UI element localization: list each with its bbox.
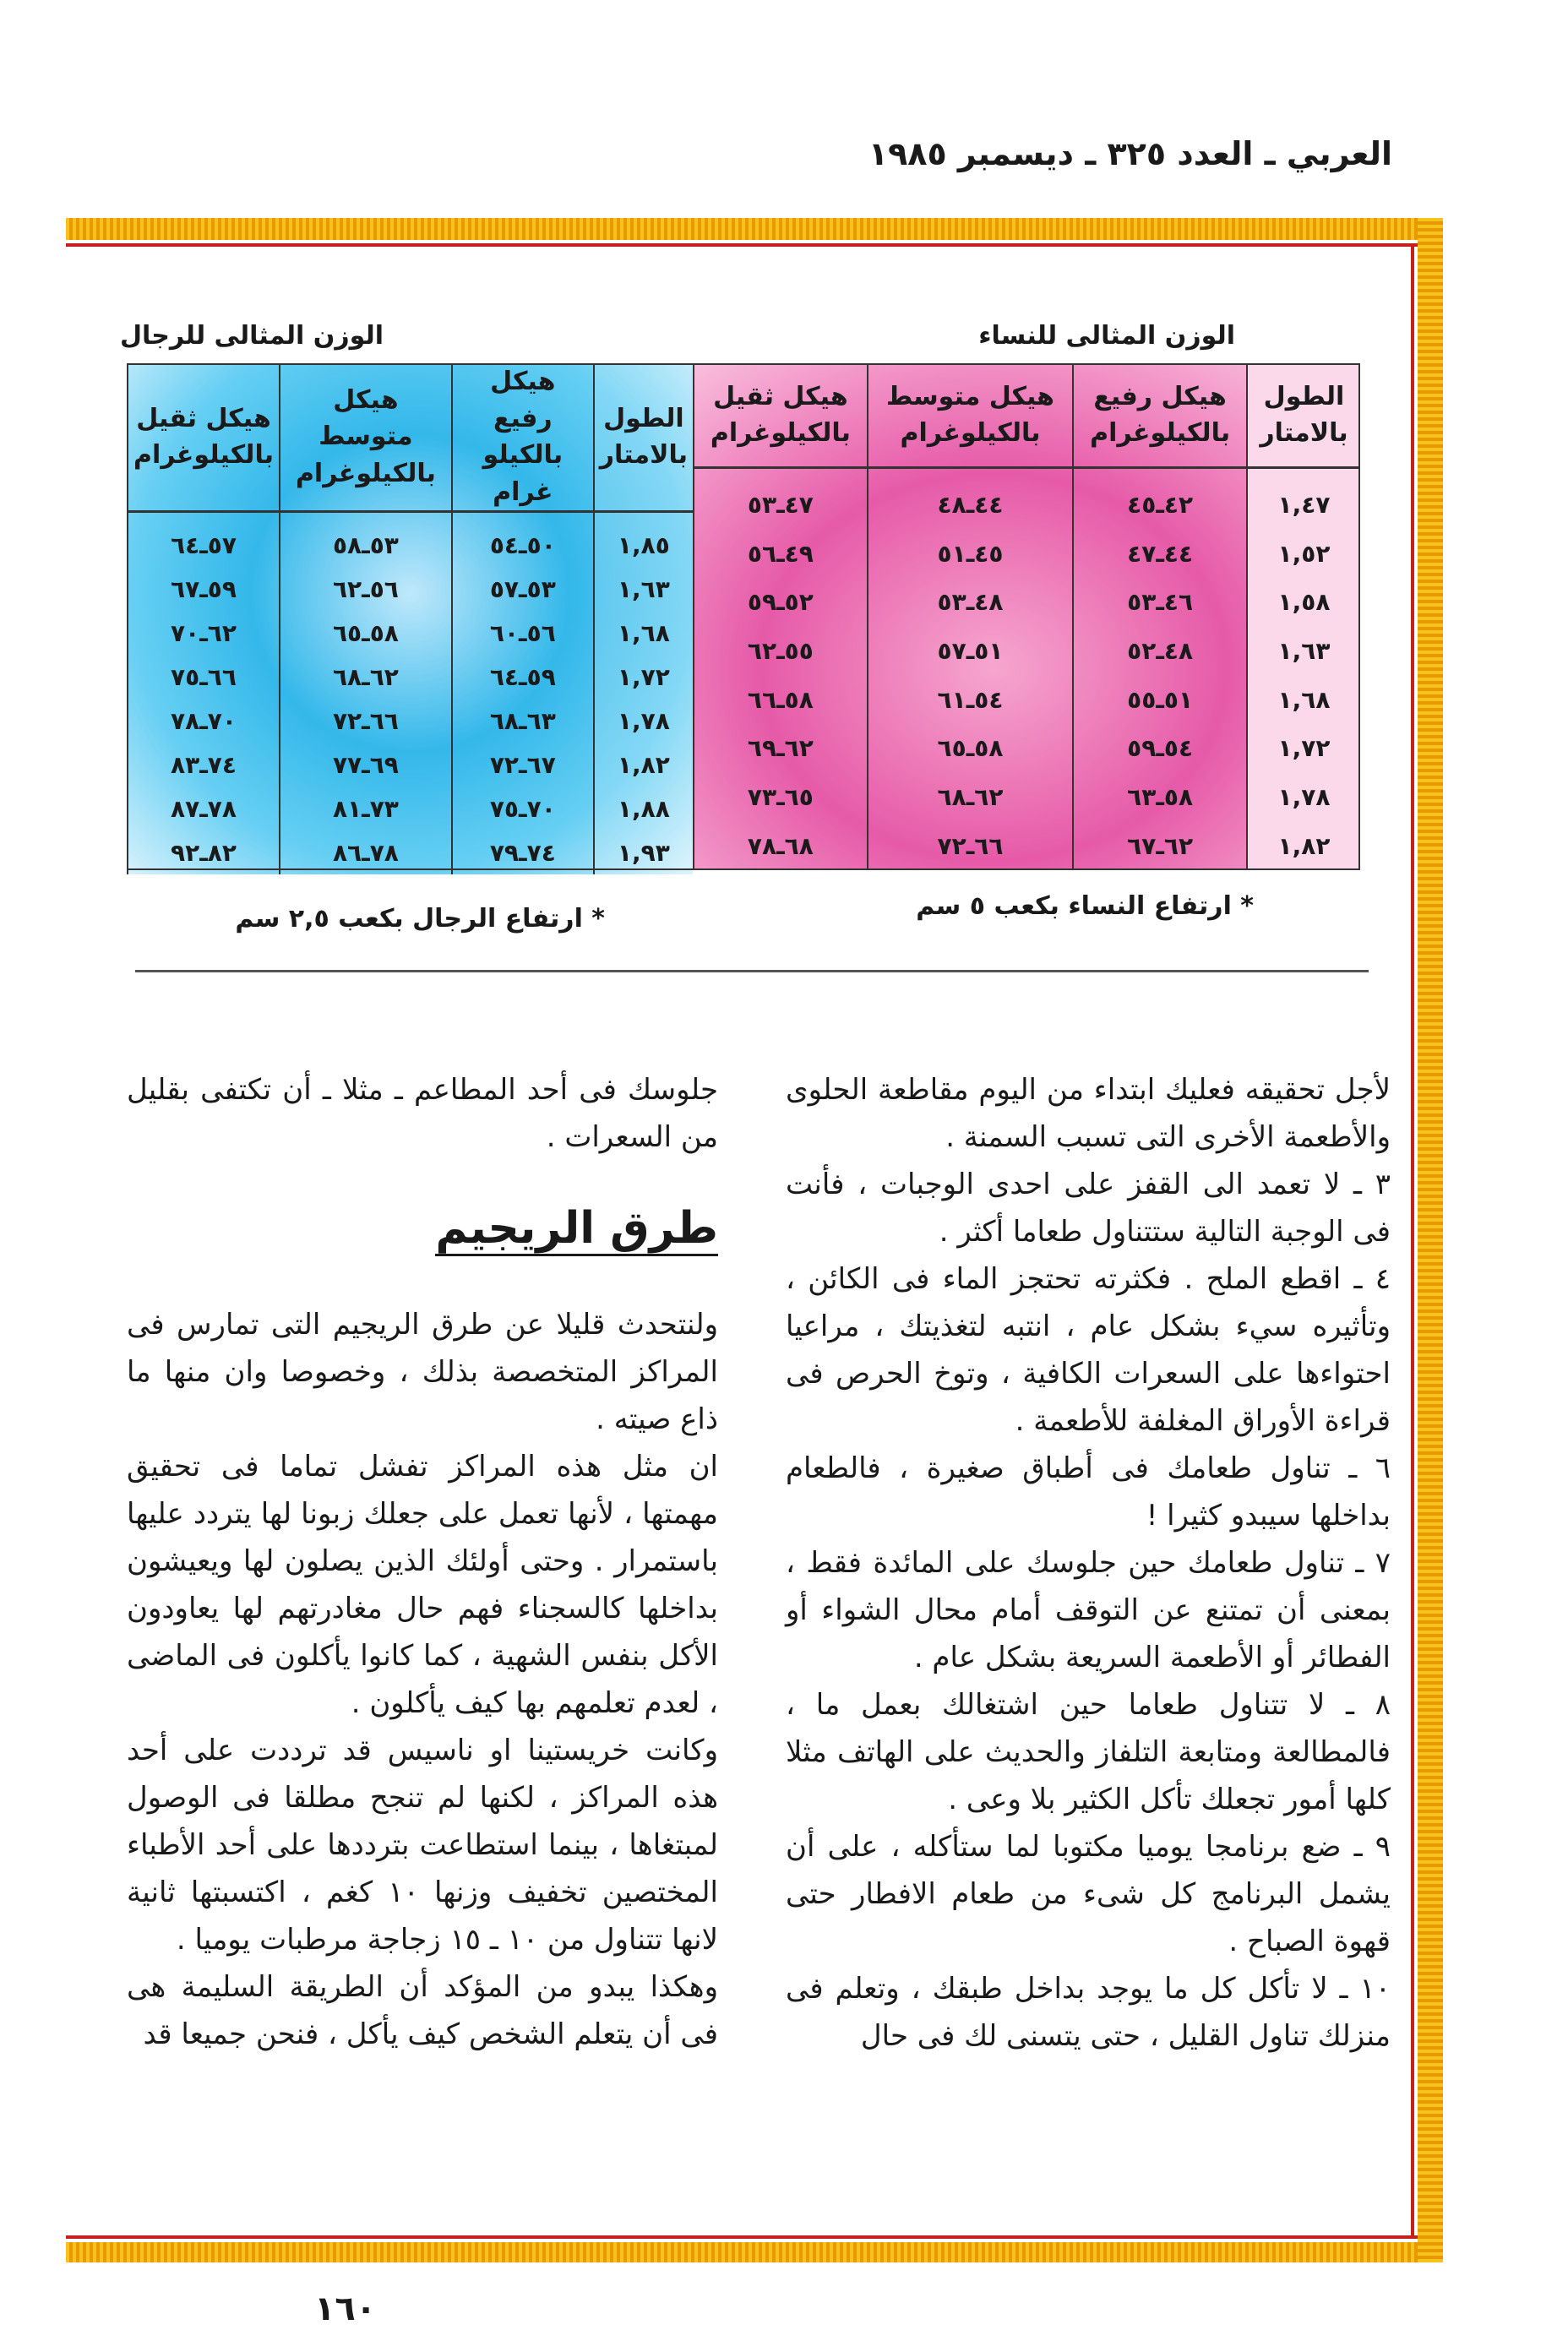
spacer-cell <box>452 512 594 524</box>
women-table-cell: ٤٥ـ٥١ <box>868 529 1073 578</box>
men-table-cell: ٧٠ـ٧٨ <box>128 699 280 743</box>
right-paragraph: ٦ ـ تناول طعامك فى أطباق صغيرة ، فالطعام بداخلها سيبدو كثيرا ! <box>786 1451 1391 1533</box>
women-table-cell: ٤٤ـ٤٨ <box>868 481 1073 530</box>
women-table-cell: ٤٧ـ٥٣ <box>694 481 868 530</box>
women-table-cell: ٥١ـ٥٧ <box>868 627 1073 676</box>
frame-bottom-band <box>66 2242 1443 2262</box>
men-header-line: بالامتار <box>599 440 688 470</box>
men-table-cell: ٥٩ـ٦٤ <box>452 655 594 699</box>
men-header-cell <box>128 363 280 512</box>
men-table-cell: ٦٣ـ٦٨ <box>452 699 594 743</box>
women-table-row <box>694 773 1360 822</box>
frame-inner-line-bottom <box>66 2235 1418 2239</box>
men-table-cell: ٧٠ـ٧٥ <box>452 787 594 830</box>
spacer-cell <box>694 468 868 481</box>
men-table-cell: ٦٢ـ٦٨ <box>280 655 452 699</box>
women-table-cell: ١,٥٢ <box>1247 529 1360 578</box>
spacer-cell <box>1073 468 1247 481</box>
men-header-cell <box>594 363 693 512</box>
men-table-cell: ١,٩٣ <box>594 830 693 874</box>
men-table-row <box>128 830 693 874</box>
men-header-cell <box>452 363 594 512</box>
spacer-cell <box>280 512 452 524</box>
frame-inner-line-top <box>66 243 1418 247</box>
men-table-cell: ٧٣ـ٨١ <box>280 787 452 830</box>
men-table-row <box>128 611 693 655</box>
right-paragraph: ٣ ـ لا تعمد الى القفز على احدى الوجبات ، فأنت فى الوجبة التالية ستتناول طعاما أكثر . <box>786 1168 1391 1249</box>
right-paragraph: ٨ ـ لا تتناول طعاما حين اشتغالك بعمل ما ، فالمطالعة ومتابعة التلفاز والحديث على الهاتف مثلا كلها أمور تجعلك تأكل الكثير بلا وعى . <box>786 1688 1391 1816</box>
men-table-cell: ٥٦ـ٦٠ <box>452 611 594 655</box>
men-table-cell: ٥٣ـ٥٨ <box>280 523 452 567</box>
women-header-line: بالكيلوغرام <box>900 418 1041 449</box>
women-table-cell: ٦٢ـ٦٧ <box>1073 821 1247 870</box>
men-header-line: هيكل متوسط <box>318 384 413 452</box>
spacer-cell <box>128 512 280 524</box>
left-paragraph: وهكذا يبدو من المؤكد أن الطريقة السليمة هى فى أن يتعلم الشخص كيف يأكل ، فنحن جميعا قد <box>127 1970 718 2051</box>
running-header: العربي ـ العدد ٣٢٥ ـ ديسمبر ١٩٨٥ <box>868 135 1392 172</box>
men-header-line: بالكيلو غرام <box>482 440 564 507</box>
men-table-title: الوزن المثالى للرجال <box>120 321 384 351</box>
women-header-line: هيكل ثقيل <box>713 381 848 411</box>
weight-tables <box>127 363 1360 870</box>
men-table-cell: ٦٩ـ٧٧ <box>280 743 452 787</box>
women-table-cell: ٥٨ـ٦٦ <box>694 675 868 724</box>
women-table-cell: ٦٦ـ٧٢ <box>868 821 1073 870</box>
men-header-cell <box>280 363 452 512</box>
women-header-row <box>694 363 1360 468</box>
men-table-cell: ١,٨٥ <box>594 523 693 567</box>
men-table-cell: ٦٢ـ٧٠ <box>128 611 280 655</box>
spacer-cell <box>594 512 693 524</box>
page-number: ١٦٠ <box>314 2289 377 2328</box>
men-header-line: بالكيلوغرام <box>295 458 436 488</box>
men-header-row <box>128 363 693 512</box>
right-paragraph: لأجل تحقيقه فعليك ابتداء من اليوم مقاطعة الحلوى والأطعمة الأخرى التى تسبب السمنة . <box>786 1073 1391 1154</box>
women-table-cell: ١,٧٨ <box>1247 773 1360 822</box>
men-table-cell: ٥٠ـ٥٤ <box>452 523 594 567</box>
divider-rule <box>135 970 1369 972</box>
men-header-line: بالكيلوغرام <box>133 440 274 470</box>
men-table-cell: ١,٦٨ <box>594 611 693 655</box>
men-header-line: هيكل رفيع <box>490 367 556 433</box>
women-table-cell: ٥٥ـ٦٢ <box>694 627 868 676</box>
men-table-row <box>128 655 693 699</box>
left-text-column <box>127 1066 718 2058</box>
women-table-row <box>694 578 1360 627</box>
women-table-cell: ٥٨ـ٦٣ <box>1073 773 1247 822</box>
women-header-line: هيكل متوسط <box>886 381 1054 411</box>
men-table-row <box>128 787 693 830</box>
women-table-cell: ٤٦ـ٥٣ <box>1073 578 1247 627</box>
women-table-row <box>694 529 1360 578</box>
women-table-cell: ٥١ـ٥٥ <box>1073 675 1247 724</box>
left-intro-paragraph: جلوسك فى أحد المطاعم ـ مثلا ـ أن تكتفى بقليل من السعرات . <box>127 1073 718 1154</box>
women-table-cell: ١,٦٣ <box>1247 627 1360 676</box>
men-table-cell: ٥٦ـ٦٢ <box>280 567 452 611</box>
men-spacer-row <box>128 512 693 524</box>
women-header-cell <box>868 363 1073 468</box>
men-table-cell: ٧٤ـ٧٩ <box>452 830 594 874</box>
spacer-cell <box>1247 468 1360 481</box>
women-table-cell: ٤٤ـ٤٧ <box>1073 529 1247 578</box>
right-text-column <box>786 1066 1391 2060</box>
women-table-cell: ١,٧٢ <box>1247 724 1360 773</box>
men-table-cell: ٧٤ـ٨٣ <box>128 743 280 787</box>
women-table-cell: ١,٦٨ <box>1247 675 1360 724</box>
women-header-cell <box>1073 363 1247 468</box>
women-header-line: هيكل رفيع <box>1093 381 1227 411</box>
women-table-cell: ٦٨ـ٧٨ <box>694 821 868 870</box>
men-table-row <box>128 743 693 787</box>
women-table-cell: ٥٤ـ٥٩ <box>1073 724 1247 773</box>
left-paragraph: ولنتحدث قليلا عن طرق الريجيم التى تمارس فى المراكز المتخصصة بذلك ، وخصوصا وان منها ما ذاع صيته . <box>127 1308 718 1436</box>
men-table-cell: ٨٢ـ٩٢ <box>128 830 280 874</box>
women-table-row <box>694 481 1360 530</box>
right-paragraph: ٩ ـ ضع برنامجا يوميا مكتوبا لما ستأكله ، على أن يشمل البرنامج كل شىء من طعام الافطار حتى قهوة الصباح . <box>786 1830 1391 1958</box>
women-table-cell: ١,٨٢ <box>1247 821 1360 870</box>
left-paragraphs <box>127 1301 718 2058</box>
women-table-cell: ٤٨ـ٥٢ <box>1073 627 1247 676</box>
women-header-cell <box>694 363 868 468</box>
men-table-cell: ٥٣ـ٥٧ <box>452 567 594 611</box>
men-table-cell: ٦٧ـ٧٢ <box>452 743 594 787</box>
women-header-line: بالكيلوغرام <box>1090 418 1231 449</box>
section-title-text: طرق الريجيم <box>435 1203 718 1256</box>
men-table-cell: ١,٧٢ <box>594 655 693 699</box>
men-header-line: هيكل ثقيل <box>136 403 271 433</box>
men-header-line: الطول <box>603 403 684 433</box>
women-table-cell: ٦٢ـ٦٨ <box>868 773 1073 822</box>
right-paragraph: ٤ ـ اقطع الملح . فكثرته تحتجز الماء فى الكائن ، وتأثيره سيء بشكل عام ، انتبه لتغذيتك ، مراعيا احتواءها على السعرات الكافية ، وتوخ الحرص فى قراءة الأوراق المغلفة للأطعمة . <box>786 1262 1391 1438</box>
women-table-cell: ٦٥ـ٧٣ <box>694 773 868 822</box>
women-heel-note: * ارتفاع النساء بكعب ٥ سم <box>916 891 1254 921</box>
men-table-cell: ٧٨ـ٨٦ <box>280 830 452 874</box>
women-table-cell: ١,٥٨ <box>1247 578 1360 627</box>
women-table-cell: ٤٨ـ٥٣ <box>868 578 1073 627</box>
section-title <box>127 1201 718 1255</box>
men-table-cell: ١,٨٢ <box>594 743 693 787</box>
women-header-cell <box>1247 363 1360 468</box>
men-heel-note: * ارتفاع الرجال بكعب ٢,٥ سم <box>235 904 605 934</box>
men-table-cell: ١,٦٣ <box>594 567 693 611</box>
women-weight-table <box>693 363 1360 870</box>
women-table-cell: ٥٢ـ٥٩ <box>694 578 868 627</box>
women-table-cell: ٤٩ـ٥٦ <box>694 529 868 578</box>
women-table-cell: ١,٤٧ <box>1247 481 1360 530</box>
men-table-cell: ٦٦ـ٧٢ <box>280 699 452 743</box>
men-weight-table <box>127 363 693 874</box>
men-table-row <box>128 699 693 743</box>
men-table-cell: ٦٦ـ٧٥ <box>128 655 280 699</box>
men-table-cell: ٥٧ـ٦٤ <box>128 523 280 567</box>
women-table-row <box>694 627 1360 676</box>
frame-top-band <box>66 218 1443 240</box>
spacer-cell <box>868 468 1073 481</box>
women-header-line: الطول <box>1263 381 1345 411</box>
women-table-title: الوزن المثالى للنساء <box>978 321 1235 351</box>
women-table-cell: ٥٨ـ٦٥ <box>868 724 1073 773</box>
right-paragraph: ٧ ـ تناول طعامك حين جلوسك على المائدة فقط ، بمعنى أن تمتنع عن التوقف أمام محال الشواء أو الفطائر أو الأطعمة السريعة بشكل عام . <box>786 1546 1391 1674</box>
women-table-cell: ٥٤ـ٦١ <box>868 675 1073 724</box>
men-table-cell: ١,٨٨ <box>594 787 693 830</box>
women-table-row <box>694 821 1360 870</box>
women-table-row <box>694 724 1360 773</box>
right-paragraph: ١٠ ـ لا تأكل كل ما يوجد بداخل طبقك ، وتعلم فى منزلك تناول القليل ، حتى يتسنى لك فى حال <box>786 1972 1391 2053</box>
women-table-cell: ٦٢ـ٦٩ <box>694 724 868 773</box>
women-header-line: بالكيلوغرام <box>710 418 851 449</box>
men-table-row <box>128 567 693 611</box>
left-paragraph: وكانت خريستينا او ناسيس قد ترددت على أحد هذه المراكز ، لكنها لم تنجح مطلقا فى الوصول لمبتغاها ، بينما استطاعت بترددها على أحد الأطباء المختصين تخفيف وزنها ١٠ كغم ، اكتسبتها ثانية لانها تتناول من ١٠ ـ ١٥ زجاجة مرطبات يوميا . <box>127 1734 718 1957</box>
men-table-cell: ٧٨ـ٨٧ <box>128 787 280 830</box>
men-table-cell: ١,٧٨ <box>594 699 693 743</box>
left-paragraph: ان مثل هذه المراكز تفشل تماما فى تحقيق مهمتها ، لأنها تعمل على جعلك زبونا لها يتردد عليها باستمرار . وحتى أولئك الذين يصلون لها ويعيشون بداخلها كالسجناء فهم حال مغادرتهم لها يعاودون الأكل بنفس الشهية ، كما كانوا يأكلون فى الماضى ، لعدم تعلمهم بها كيف يأكلون . <box>127 1450 718 1720</box>
women-header-line: بالامتار <box>1260 418 1348 449</box>
men-table-cell: ٥٨ـ٦٥ <box>280 611 452 655</box>
men-table-cell: ٥٩ـ٦٧ <box>128 567 280 611</box>
men-table-row <box>128 523 693 567</box>
frame-inner-line-right <box>1411 243 1414 2239</box>
women-spacer-row <box>694 468 1360 481</box>
frame-right-band <box>1418 218 1443 2262</box>
women-table-cell: ٤٢ـ٤٥ <box>1073 481 1247 530</box>
women-table-row <box>694 675 1360 724</box>
